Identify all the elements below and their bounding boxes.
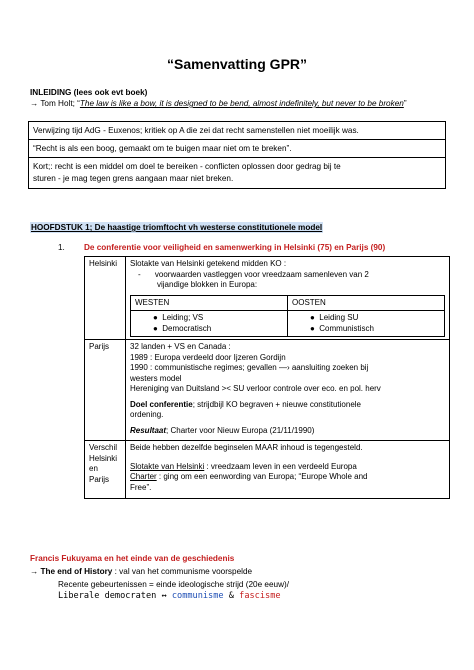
table-row <box>85 257 450 340</box>
quote-end: ” <box>403 99 407 108</box>
liberal-text: Liberale democraten ↔ <box>58 591 167 601</box>
parijs-line-3: 1990 : communistische regimes; gevallen —› aansluiting zoeken bij <box>130 363 369 372</box>
resultaat-label: Resultaat <box>130 425 167 435</box>
slot-line <box>130 462 445 473</box>
table-row <box>131 311 445 337</box>
fascisme-text: fascisme <box>239 591 281 601</box>
doel-label: Doel conferentie <box>130 399 193 409</box>
intro-heading: INLEIDING (lees ook evt boek) <box>30 88 148 97</box>
list-item: ● Leiding; VS <box>153 313 204 322</box>
quote-prefix: → Tom Holt; “ <box>30 99 80 108</box>
intro-box-line-3: Kort;: recht is een middel om doel te bereiken - conflicten oplossen door gedrag bij te <box>33 162 341 171</box>
arrow-icon: → <box>30 567 39 576</box>
row-label-verschil <box>85 441 126 499</box>
charter-line-2: Free”. <box>130 482 152 492</box>
label-line: Helsinki <box>89 453 118 463</box>
list-item: ● Leiding SU <box>310 313 359 322</box>
helsinki-line-1: Slotakte van Helsinki getekend midden KO : <box>130 259 287 268</box>
verschil-line-1: Beide hebben dezelfde beginselen MAAR inhoud is tegengesteld. <box>130 443 363 452</box>
divider <box>29 139 445 140</box>
intro-box <box>28 121 446 189</box>
label-line: en <box>89 464 98 473</box>
dash: - <box>138 269 141 279</box>
east-item-1: Leiding SU <box>319 313 359 322</box>
communisme-text: communisme <box>171 591 224 601</box>
doel-text: ; strijdbijl KO begraven + nieuwe constitutionele <box>192 399 362 409</box>
parijs-line-4: westers model <box>130 373 182 383</box>
quote-text: The law is like a bow, it is designed to be bend, almost indefinitely, but never to be broken <box>79 99 404 108</box>
amp-text: & <box>228 591 234 601</box>
list-number: 1. <box>58 243 65 252</box>
west-item-2: Democratisch <box>162 323 212 333</box>
intro-box-line-2: “Recht is als een boog, gemaakt om te buigen maar niet om te breken”. <box>33 144 292 153</box>
west-items <box>131 311 288 337</box>
row-label-helsinki: Helsinki <box>85 257 126 340</box>
west-header: WESTEN <box>131 295 288 311</box>
comparison-table <box>84 256 450 499</box>
parijs-cell <box>126 340 450 441</box>
intro-box-line-4: sturen - je mag tegen grens aangaan maar niet breken. <box>33 174 234 183</box>
recent-line: Recente gebeurtenissen = einde ideologische strijd (20e eeuw)/ <box>58 580 289 589</box>
resultaat-text: ; Charter voor Nieuw Europa (21/11/1990) <box>166 425 315 435</box>
charter-text: : ging om een eenwording van Europa; “Europe Whole and <box>156 472 368 481</box>
liberal-line <box>58 591 281 602</box>
document-title: “Samenvatting GPR” <box>166 56 308 72</box>
helsinki-line-3: vijandige blokken in Europa: <box>157 280 258 289</box>
divider <box>29 157 445 158</box>
charter-label: Charter <box>130 472 157 481</box>
parijs-line-5: Hereniging van Duitsland >< SU verloor controle over eco. en pol. herv <box>130 384 381 393</box>
parijs-line-2: 1989 : Europa verdeeld door Ijzeren Gordijn <box>130 352 286 362</box>
helsinki-cell <box>126 257 450 340</box>
list-item: ● Communistisch <box>310 323 374 333</box>
slot-text: : vreedzaam leven in een verdeeld Europa <box>204 461 357 471</box>
label-line: Verschil <box>89 443 118 452</box>
row-label-parijs: Parijs <box>85 340 126 441</box>
east-header: OOSTEN <box>288 295 445 311</box>
doel-line-2: ordening. <box>130 410 164 419</box>
slot-label: Slotakte van Helsinki <box>130 461 205 471</box>
parijs-line-1: 32 landen + VS en Canada : <box>130 342 231 351</box>
label-line: Parijs <box>89 474 110 484</box>
east-item-2: Communistisch <box>319 323 374 333</box>
west-east-table <box>130 295 445 338</box>
table-row <box>131 295 445 311</box>
charter-line <box>130 472 445 483</box>
west-item-1: Leiding; VS <box>162 313 204 322</box>
table-row <box>85 441 450 499</box>
fukuyama-heading: Francis Fukuyama en het einde van de geschiedenis <box>30 554 235 563</box>
helsinki-line-2: voorwaarden vastleggen voor vreedzaam samenleven van 2 <box>154 269 369 279</box>
table-row <box>85 340 450 441</box>
verschil-cell <box>126 441 450 499</box>
doel-line <box>130 400 445 411</box>
helsinki-sub <box>130 270 445 291</box>
item-title: De conferentie voor veiligheid en samenwerking in Helsinki (75) en Parijs (90) <box>84 243 386 252</box>
end-label: The end of History <box>40 567 113 576</box>
list-item: ● Democratisch <box>153 323 212 333</box>
resultaat-line <box>130 426 445 437</box>
intro-box-line-1: Verwijzing tijd AdG - Euxenos; kritiek op A die zei dat recht samenstellen niet moeilijk was. <box>33 126 359 135</box>
holt-quote <box>30 98 442 109</box>
chapter-heading: HOOFDSTUK 1; De haastige triomftocht vh westerse constitutionele model <box>31 223 323 232</box>
end-of-history-line <box>30 566 252 577</box>
end-text: : val van het communisme voorspelde <box>112 567 253 576</box>
east-items <box>288 311 445 337</box>
